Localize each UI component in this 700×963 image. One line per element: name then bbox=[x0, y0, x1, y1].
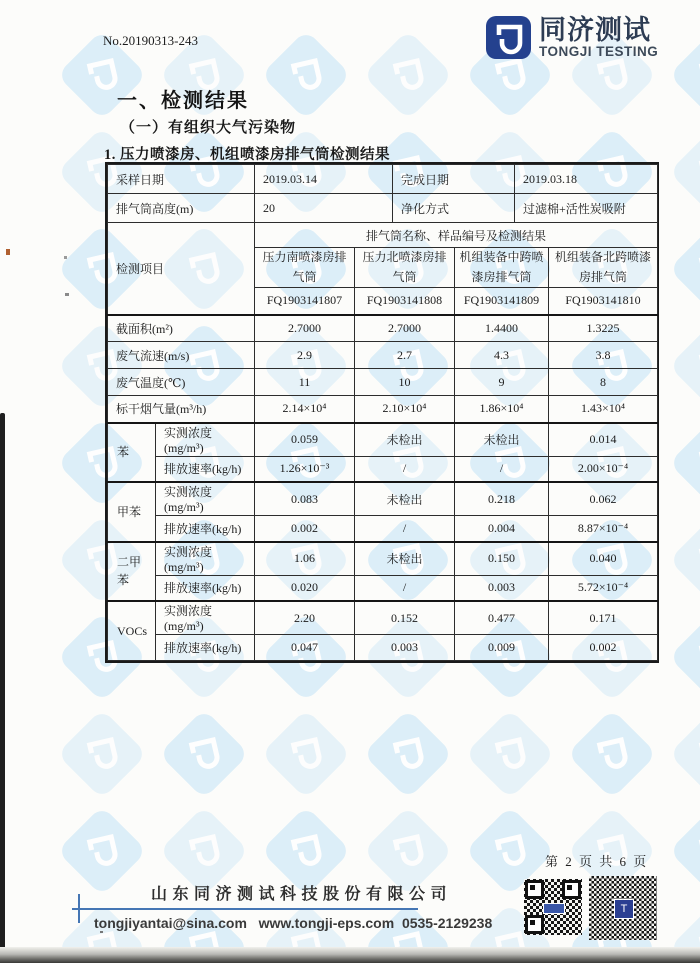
cell: 0.009 bbox=[455, 635, 549, 661]
contact-info: tongjiyantai@sina.com www.tongji-eps.com 0535-2129238 bbox=[94, 915, 493, 931]
table-row bbox=[108, 165, 658, 194]
cell: 0.150 bbox=[455, 542, 549, 576]
cell: / bbox=[355, 575, 455, 601]
watermark-logo-icon bbox=[363, 30, 454, 121]
sample-id: FQ1903141809 bbox=[455, 288, 549, 315]
watermark-logo-icon bbox=[669, 321, 700, 412]
footer-rule bbox=[72, 908, 418, 910]
cell: 0.171 bbox=[549, 601, 658, 635]
logo-cn-label: 同济测试 bbox=[539, 15, 651, 45]
row-label: 采样日期 bbox=[108, 165, 255, 194]
cell: 0.014 bbox=[549, 423, 658, 457]
cell: 未检出 bbox=[355, 423, 455, 457]
footer-tick bbox=[78, 894, 80, 923]
cell: / bbox=[355, 516, 455, 542]
table-row bbox=[108, 575, 658, 601]
cell: 0.004 bbox=[455, 516, 549, 542]
row-label: 完成日期 bbox=[393, 165, 515, 194]
cell: 8.87×10⁻⁴ bbox=[549, 516, 658, 542]
cell: 0.020 bbox=[255, 575, 355, 601]
subsection-title: （一）有组织大气污染物 bbox=[120, 119, 297, 136]
sampling-info-table bbox=[107, 164, 658, 223]
table-row bbox=[108, 635, 658, 661]
cell: 0.059 bbox=[255, 423, 355, 457]
scan-speck bbox=[100, 931, 103, 933]
row-label: 废气温度(℃) bbox=[108, 369, 255, 396]
row-label: 净化方式 bbox=[393, 194, 515, 223]
watermark-logo-icon bbox=[669, 127, 700, 218]
cell: 0.040 bbox=[549, 542, 658, 576]
cell: 4.3 bbox=[455, 342, 549, 369]
sample-id: FQ1903141808 bbox=[355, 288, 455, 315]
cell: 0.047 bbox=[255, 635, 355, 661]
row-label: 废气流速(m/s) bbox=[108, 342, 255, 369]
watermark-logo-icon bbox=[669, 806, 700, 897]
row-label: 实测浓度(mg/m³) bbox=[156, 423, 255, 457]
scan-speck bbox=[65, 293, 69, 296]
cell: 2.20 bbox=[255, 601, 355, 635]
cell: 2.14×10⁴ bbox=[255, 396, 355, 423]
cell: / bbox=[355, 456, 455, 482]
cell: 0.152 bbox=[355, 601, 455, 635]
scan-speck bbox=[6, 249, 10, 255]
table-row bbox=[108, 456, 658, 482]
watermark-logo-icon bbox=[57, 709, 148, 800]
scan-bottom-shadow bbox=[0, 947, 700, 963]
cell: / bbox=[455, 456, 549, 482]
cell: 8 bbox=[549, 369, 658, 396]
watermark-logo-icon bbox=[669, 709, 700, 800]
cell: 0.083 bbox=[255, 482, 355, 516]
row-label: 实测浓度(mg/m³) bbox=[156, 601, 255, 635]
table-row bbox=[108, 601, 658, 635]
cell: 1.4400 bbox=[455, 315, 549, 342]
scan-speck bbox=[64, 256, 67, 259]
watermark-logo-icon bbox=[465, 709, 556, 800]
logo-en-label: TONGJI TESTING bbox=[539, 44, 659, 60]
table-row bbox=[108, 542, 658, 576]
cell: 0.218 bbox=[455, 482, 549, 516]
watermark-logo-icon bbox=[669, 612, 700, 703]
cell: 1.26×10⁻³ bbox=[255, 456, 355, 482]
section-title: 一、检测结果 bbox=[117, 90, 249, 112]
cell: 1.43×10⁴ bbox=[549, 396, 658, 423]
qr-finder-icon bbox=[562, 880, 581, 899]
table-row bbox=[108, 516, 658, 542]
row-label: 排气筒高度(m) bbox=[108, 194, 255, 223]
watermark-logo-icon bbox=[669, 515, 700, 606]
cell: 2.10×10⁴ bbox=[355, 396, 455, 423]
page-indicator: 第 2 页 共 6 页 bbox=[545, 854, 649, 869]
pollutant-label: VOCs bbox=[108, 601, 156, 661]
cell: 2.7 bbox=[355, 342, 455, 369]
cell: 过滤棉+活性炭吸附 bbox=[515, 194, 658, 223]
cell: 未检出 bbox=[355, 482, 455, 516]
cell: 2019.03.14 bbox=[255, 165, 393, 194]
qr-code-2 bbox=[589, 876, 657, 940]
watermark-logo-icon bbox=[669, 418, 700, 509]
table-row bbox=[108, 369, 658, 396]
qr-center-badge bbox=[543, 903, 565, 914]
scan-edge-line bbox=[0, 413, 5, 950]
sample-id: FQ1903141807 bbox=[255, 288, 355, 315]
merged-header: 排气筒名称、样品编号及检测结果 bbox=[255, 223, 658, 248]
row-label: 排放速率(kg/h) bbox=[156, 635, 255, 661]
qr-finder-icon bbox=[525, 915, 544, 934]
table-row bbox=[108, 482, 658, 516]
cell: 11 bbox=[255, 369, 355, 396]
watermark-logo-icon bbox=[57, 806, 148, 897]
cell: 5.72×10⁻⁴ bbox=[549, 575, 658, 601]
table-row bbox=[108, 194, 658, 223]
cell: 0.003 bbox=[355, 635, 455, 661]
pollutant-label: 二甲苯 bbox=[108, 542, 156, 602]
company-name: 山东同济测试科技股份有限公司 bbox=[151, 886, 453, 903]
qr-code-1 bbox=[524, 879, 582, 935]
row-label: 标干烟气量(m³/h) bbox=[108, 396, 255, 423]
cell: 1.3225 bbox=[549, 315, 658, 342]
cell: 2.7000 bbox=[355, 315, 455, 342]
table-row bbox=[108, 396, 658, 423]
report-number: No.20190313-243 bbox=[103, 33, 198, 48]
watermark-logo-icon bbox=[261, 30, 352, 121]
watermark-logo-icon bbox=[669, 224, 700, 315]
table-row bbox=[108, 342, 658, 369]
row-label: 检测项目 bbox=[108, 223, 255, 315]
table-row bbox=[108, 315, 658, 342]
pollutant-label: 苯 bbox=[108, 423, 156, 483]
sample-id: FQ1903141810 bbox=[549, 288, 658, 315]
row-label: 排放速率(kg/h) bbox=[156, 516, 255, 542]
table-row bbox=[108, 223, 658, 248]
cell: 10 bbox=[355, 369, 455, 396]
cell: 2019.03.18 bbox=[515, 165, 658, 194]
table-caption: 1. 压力喷漆房、机组喷漆房排气筒检测结果 bbox=[104, 147, 390, 163]
row-label: 截面积(m²) bbox=[108, 315, 255, 342]
qr-logo-badge: T bbox=[614, 899, 634, 919]
watermark-logo-icon bbox=[669, 30, 700, 121]
results-table bbox=[105, 162, 659, 663]
row-label: 实测浓度(mg/m³) bbox=[156, 542, 255, 576]
cell: 2.9 bbox=[255, 342, 355, 369]
tongji-logo bbox=[486, 16, 658, 59]
cell: 0.062 bbox=[549, 482, 658, 516]
tongji-logo-icon bbox=[486, 16, 531, 59]
pollutant-label: 甲苯 bbox=[108, 482, 156, 542]
cell: 0.003 bbox=[455, 575, 549, 601]
logo-text bbox=[539, 16, 658, 59]
watermark-logo-icon bbox=[567, 709, 658, 800]
watermark-logo-icon bbox=[261, 709, 352, 800]
cell: 2.7000 bbox=[255, 315, 355, 342]
cell: 1.86×10⁴ bbox=[455, 396, 549, 423]
row-label: 实测浓度(mg/m³) bbox=[156, 482, 255, 516]
row-label: 排放速率(kg/h) bbox=[156, 575, 255, 601]
column-header: 机组装备中跨喷漆房排气筒 bbox=[455, 248, 549, 288]
cell: 3.8 bbox=[549, 342, 658, 369]
watermark-logo-icon bbox=[159, 709, 250, 800]
cell: 2.00×10⁻⁴ bbox=[549, 456, 658, 482]
cell: 0.002 bbox=[549, 635, 658, 661]
cell: 0.477 bbox=[455, 601, 549, 635]
qr-finder-icon bbox=[525, 880, 544, 899]
watermark-logo-icon bbox=[363, 709, 454, 800]
cell: 9 bbox=[455, 369, 549, 396]
cell: 未检出 bbox=[455, 423, 549, 457]
column-header: 压力南喷漆房排气筒 bbox=[255, 248, 355, 288]
cell: 20 bbox=[255, 194, 393, 223]
cell: 未检出 bbox=[355, 542, 455, 576]
row-label: 排放速率(kg/h) bbox=[156, 456, 255, 482]
cell: 0.002 bbox=[255, 516, 355, 542]
cell: 1.06 bbox=[255, 542, 355, 576]
measurements-table bbox=[107, 222, 658, 661]
table-row bbox=[108, 423, 658, 457]
column-header: 机组装备北跨喷漆房排气筒 bbox=[549, 248, 658, 288]
column-header: 压力北喷漆房排气筒 bbox=[355, 248, 455, 288]
